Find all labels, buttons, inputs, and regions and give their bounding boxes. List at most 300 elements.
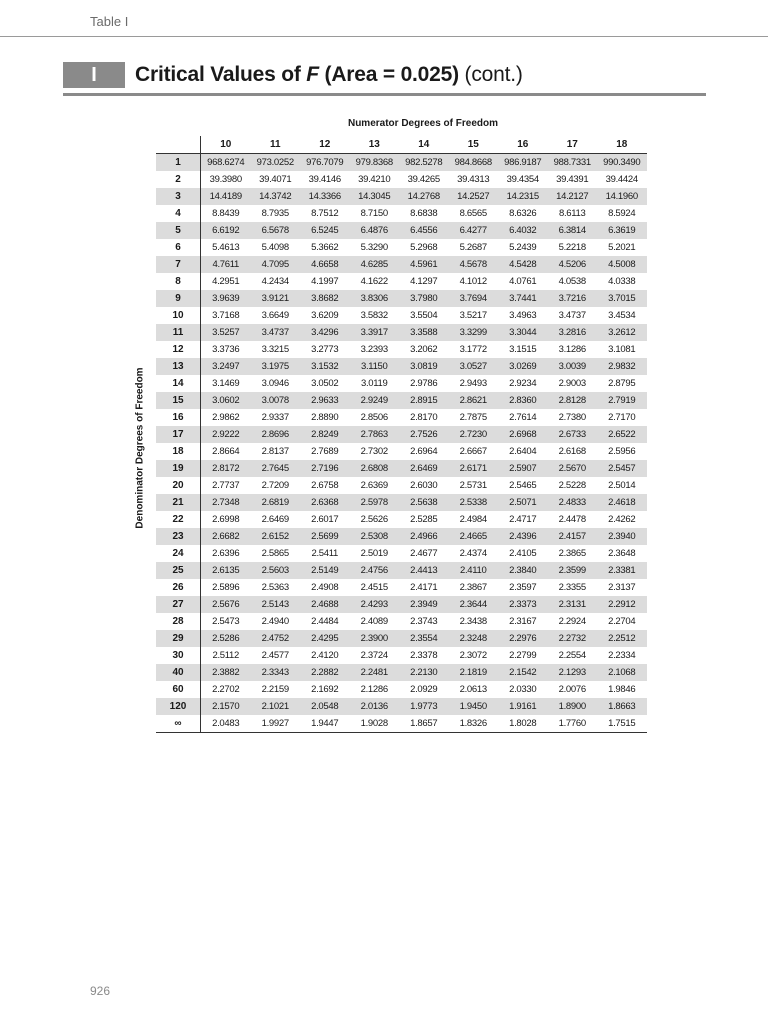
table-cell: 2.1692 <box>311 684 339 695</box>
table-cell: 2.6171 <box>449 460 499 477</box>
row-header: 4 <box>156 205 201 222</box>
corner-cell <box>156 136 201 154</box>
table-cell: 4.1622 <box>360 276 388 287</box>
table-cell: 2.2481 <box>350 664 400 681</box>
table-cell: 2.4293 <box>350 596 400 613</box>
table-cell: 2.4374 <box>459 548 487 559</box>
row-header: 60 <box>156 681 201 698</box>
table-cell: 984.8668 <box>449 154 499 172</box>
table-cell: 2.0076 <box>558 684 586 695</box>
row-header: 15 <box>156 392 201 409</box>
table-cell: 2.5112 <box>212 650 240 661</box>
table-cell: 2.7737 <box>212 480 240 491</box>
row-header: ∞ <box>156 715 201 733</box>
table-cell: 2.6733 <box>548 426 598 443</box>
row-header: 12 <box>156 341 201 358</box>
table-row <box>156 358 647 375</box>
table-cell: 2.4717 <box>509 514 537 525</box>
table-cell: 2.3378 <box>410 650 438 661</box>
table-cell: 4.5008 <box>597 256 647 273</box>
f-table <box>156 136 647 733</box>
table-cell: 2.4105 <box>509 548 537 559</box>
table-cell: 2.2732 <box>548 630 598 647</box>
table-cell: 2.8915 <box>399 392 449 409</box>
table-row <box>156 375 647 392</box>
table-cell: 2.6396 <box>212 548 240 559</box>
table-cell: 4.1997 <box>311 276 339 287</box>
table-row <box>156 715 647 733</box>
table-cell: 2.2924 <box>558 616 586 627</box>
table-cell: 14.4189 <box>201 188 251 205</box>
table-cell: 1.9927 <box>251 715 301 733</box>
table-row <box>156 613 647 630</box>
column-header: 17 <box>548 136 598 154</box>
table-cell: 2.5014 <box>608 480 636 491</box>
table-cell: 2.5457 <box>597 460 647 477</box>
table-cell: 2.6758 <box>311 480 339 491</box>
table-cell: 1.9773 <box>399 698 449 715</box>
table-cell: 2.7209 <box>261 480 289 491</box>
table-cell: 2.6030 <box>410 480 438 491</box>
table-cell: 2.9832 <box>597 358 647 375</box>
table-cell: 1.8900 <box>548 698 598 715</box>
table-cell: 3.3215 <box>261 344 289 355</box>
row-header: 29 <box>156 630 201 647</box>
table-cell: 2.8172 <box>201 460 251 477</box>
table-cell: 2.6017 <box>311 514 339 525</box>
table-cell: 3.1772 <box>459 344 487 355</box>
table-cell: 6.3814 <box>548 222 598 239</box>
title-block <box>63 60 706 98</box>
table-cell: 6.5678 <box>251 222 301 239</box>
table-cell: 5.4613 <box>212 242 240 253</box>
table-cell: 2.5286 <box>201 630 251 647</box>
table-cell: 4.1012 <box>459 276 487 287</box>
table-cell: 2.5285 <box>410 514 438 525</box>
table-cell: 8.6838 <box>410 208 438 219</box>
table-cell: 4.7095 <box>251 256 301 273</box>
table-cell: 2.3867 <box>459 582 487 593</box>
table-cell: 2.4984 <box>459 514 487 525</box>
table-cell: 3.3736 <box>212 344 240 355</box>
table-cell: 2.0483 <box>201 715 251 733</box>
page-number: 926 <box>90 984 111 998</box>
table-cell: 2.3599 <box>548 562 598 579</box>
table-cell: 2.8128 <box>548 392 598 409</box>
row-header: 7 <box>156 256 201 273</box>
row-header: 8 <box>156 273 201 290</box>
table-row <box>156 545 647 562</box>
table-cell: 3.4296 <box>300 324 350 341</box>
table-cell: 3.7216 <box>548 290 598 307</box>
table-cell: 2.3343 <box>251 664 301 681</box>
table-cell: 1.9846 <box>608 684 636 695</box>
table-cell: 5.2439 <box>509 242 537 253</box>
table-cell: 14.2315 <box>498 188 548 205</box>
table-cell: 2.3743 <box>410 616 438 627</box>
table-cell: 982.5278 <box>399 154 449 172</box>
table-cell: 39.4354 <box>506 174 539 185</box>
table-cell: 4.0761 <box>509 276 537 287</box>
table-cell: 2.6469 <box>261 514 289 525</box>
table-cell: 2.1542 <box>498 664 548 681</box>
table-cell: 2.2912 <box>597 596 647 613</box>
table-cell: 4.7611 <box>201 256 251 273</box>
table-cell: 2.5956 <box>608 446 636 457</box>
table-cell: 2.5896 <box>212 582 240 593</box>
table-cell: 1.9161 <box>498 698 548 715</box>
table-cell: 2.4120 <box>311 650 339 661</box>
table-cell: 2.4413 <box>399 562 449 579</box>
table-cell: 2.9786 <box>410 378 438 389</box>
table-cell: 3.7015 <box>597 290 647 307</box>
table-cell: 2.2159 <box>261 684 289 695</box>
table-cell: 3.3588 <box>399 324 449 341</box>
table-cell: 2.7230 <box>449 426 499 443</box>
table-cell: 2.3248 <box>449 630 499 647</box>
table-cell: 2.3882 <box>201 664 251 681</box>
table-cell: 2.4262 <box>608 514 636 525</box>
table-cell: 2.4833 <box>548 494 598 511</box>
row-header: 9 <box>156 290 201 307</box>
table-cell: 2.0613 <box>459 684 487 695</box>
table-row <box>156 460 647 477</box>
table-cell: 14.3366 <box>300 188 350 205</box>
table-row <box>156 681 647 698</box>
table-cell: 4.5428 <box>498 256 548 273</box>
table-cell: 3.2062 <box>410 344 438 355</box>
table-cell: 39.4071 <box>259 174 292 185</box>
table-cell: 3.2497 <box>201 358 251 375</box>
table-cell: 6.4277 <box>449 222 499 239</box>
table-cell: 2.4396 <box>498 528 548 545</box>
table-cell: 5.2218 <box>558 242 586 253</box>
table-row <box>156 477 647 494</box>
denominator-label: Denominator Degrees of Freedom <box>134 367 146 529</box>
table-cell: 3.4963 <box>509 310 537 321</box>
table-cell: 4.0538 <box>558 276 586 287</box>
table-row <box>156 596 647 613</box>
table-row <box>156 341 647 358</box>
table-cell: 2.1068 <box>597 664 647 681</box>
table-cell: 2.6522 <box>597 426 647 443</box>
table-cell: 2.7348 <box>201 494 251 511</box>
table-cell: 2.5363 <box>261 582 289 593</box>
table-row <box>156 528 647 545</box>
table-cell: 2.3137 <box>608 582 636 593</box>
table-row <box>156 511 647 528</box>
table-cell: 2.2976 <box>498 630 548 647</box>
table-cell: 2.8137 <box>261 446 289 457</box>
table-cell: 2.3840 <box>498 562 548 579</box>
table-row <box>156 392 647 409</box>
table-cell: 3.7694 <box>449 290 499 307</box>
table-cell: 6.3619 <box>597 222 647 239</box>
table-cell: 2.5731 <box>459 480 487 491</box>
table-cell: 2.3381 <box>597 562 647 579</box>
table-cell: 8.6565 <box>459 208 487 219</box>
table-cell: 3.3299 <box>449 324 499 341</box>
table-cell: 3.2773 <box>311 344 339 355</box>
table-cell: 2.8696 <box>251 426 301 443</box>
table-cell: 5.2687 <box>459 242 487 253</box>
table-cell: 1.8663 <box>597 698 647 715</box>
table-cell: 2.9222 <box>201 426 251 443</box>
table-cell: 2.4157 <box>548 528 598 545</box>
table-cell: 2.8664 <box>212 446 240 457</box>
table-row <box>156 324 647 341</box>
table-cell: 8.8439 <box>212 208 240 219</box>
table-cell: 2.3949 <box>399 596 449 613</box>
table-cell: 1.7760 <box>548 715 598 733</box>
table-row <box>156 307 647 324</box>
row-header: 6 <box>156 239 201 256</box>
table-cell: 5.3662 <box>311 242 339 253</box>
table-cell: 2.2799 <box>509 650 537 661</box>
table-cell: 2.2704 <box>608 616 636 627</box>
table-cell: 2.6819 <box>251 494 301 511</box>
table-cell: 2.2882 <box>300 664 350 681</box>
title-variable: F <box>306 63 319 86</box>
table-cell: 14.3045 <box>350 188 400 205</box>
table-cell: 2.7863 <box>350 426 400 443</box>
table-cell: 2.7526 <box>399 426 449 443</box>
table-cell: 2.5019 <box>360 548 388 559</box>
table-cell: 2.3072 <box>459 650 487 661</box>
table-row <box>156 494 647 511</box>
row-header: 10 <box>156 307 201 324</box>
table-cell: 973.0252 <box>251 154 301 172</box>
table-cell: 2.8249 <box>300 426 350 443</box>
table-cell: 4.1297 <box>410 276 438 287</box>
row-header: 3 <box>156 188 201 205</box>
table-cell: 5.4098 <box>261 242 289 253</box>
table-cell: 2.8795 <box>608 378 636 389</box>
table-cell: 4.6285 <box>350 256 400 273</box>
table-cell: 1.8028 <box>498 715 548 733</box>
row-header: 20 <box>156 477 201 494</box>
table-row <box>156 443 647 460</box>
table-cell: 2.7196 <box>300 460 350 477</box>
table-cell: 3.7980 <box>399 290 449 307</box>
table-cell: 8.6113 <box>558 208 586 219</box>
column-header: 16 <box>498 136 548 154</box>
row-header: 16 <box>156 409 201 426</box>
table-cell: 3.5832 <box>360 310 388 321</box>
table-cell: 3.2612 <box>597 324 647 341</box>
row-header: 25 <box>156 562 201 579</box>
table-cell: 3.1150 <box>350 358 400 375</box>
table-cell: 2.9234 <box>509 378 537 389</box>
table-cell: 6.5245 <box>300 222 350 239</box>
column-header: 14 <box>399 136 449 154</box>
table-row <box>156 154 647 172</box>
table-row <box>156 664 647 681</box>
table-cell: 3.0946 <box>261 378 289 389</box>
table-row <box>156 290 647 307</box>
table-cell: 2.1570 <box>201 698 251 715</box>
table-cell: 2.4110 <box>449 562 499 579</box>
table-cell: 2.6369 <box>360 480 388 491</box>
table-cell: 2.7614 <box>509 412 537 423</box>
table-cell: 2.9862 <box>212 412 240 423</box>
table-cell: 2.6964 <box>410 446 438 457</box>
table-cell: 2.1819 <box>449 664 499 681</box>
table-cell: 39.4210 <box>358 174 391 185</box>
table-cell: 2.9493 <box>459 378 487 389</box>
row-header: 14 <box>156 375 201 392</box>
table-cell: 2.8360 <box>498 392 548 409</box>
column-header: 10 <box>201 136 251 154</box>
table-cell: 2.7170 <box>608 412 636 423</box>
table-cell: 2.6667 <box>459 446 487 457</box>
table-cell: 2.3644 <box>449 596 499 613</box>
row-header: 28 <box>156 613 201 630</box>
table-cell: 1.9450 <box>449 698 499 715</box>
table-cell: 8.5924 <box>608 208 636 219</box>
table-row <box>156 647 647 664</box>
page-title <box>135 60 523 90</box>
table-cell: 986.9187 <box>498 154 548 172</box>
table-cell: 990.3490 <box>597 154 647 172</box>
row-header: 18 <box>156 443 201 460</box>
table-cell: 3.1469 <box>212 378 240 389</box>
row-header: 1 <box>156 154 201 172</box>
table-body <box>156 154 647 733</box>
table-cell: 14.2768 <box>399 188 449 205</box>
table-cell: 2.4908 <box>311 582 339 593</box>
row-header: 120 <box>156 698 201 715</box>
table-cell: 4.2434 <box>261 276 289 287</box>
table-cell: 4.5678 <box>449 256 499 273</box>
table-cell: 2.3554 <box>399 630 449 647</box>
table-cell: 2.3900 <box>350 630 400 647</box>
row-header: 21 <box>156 494 201 511</box>
table-cell: 3.4737 <box>251 324 301 341</box>
table-cell: 2.5865 <box>261 548 289 559</box>
row-header: 27 <box>156 596 201 613</box>
table-cell: 2.6998 <box>212 514 240 525</box>
row-header: 22 <box>156 511 201 528</box>
table-cell: 2.4484 <box>311 616 339 627</box>
table-cell: 2.5978 <box>350 494 400 511</box>
table-cell: 14.2527 <box>449 188 499 205</box>
table-cell: 39.3980 <box>209 174 242 185</box>
table-cell: 2.5149 <box>300 562 350 579</box>
table-cell: 3.8306 <box>350 290 400 307</box>
header-rule <box>0 36 768 37</box>
table-cell: 2.0136 <box>350 698 400 715</box>
table-row <box>156 171 647 188</box>
table-cell: 2.3373 <box>498 596 548 613</box>
table-cell: 2.7919 <box>597 392 647 409</box>
table-row <box>156 222 647 239</box>
table-cell: 6.6192 <box>201 222 251 239</box>
table-cell: 2.8506 <box>360 412 388 423</box>
row-header: 24 <box>156 545 201 562</box>
column-header: 13 <box>350 136 400 154</box>
table-cell: 2.7875 <box>459 412 487 423</box>
table-cell: 8.7935 <box>261 208 289 219</box>
table-cell: 3.1286 <box>558 344 586 355</box>
table-row <box>156 562 647 579</box>
table-cell: 39.4313 <box>457 174 490 185</box>
table-cell: 1.8657 <box>399 715 449 733</box>
table-cell: 3.0078 <box>251 392 301 409</box>
table-row <box>156 239 647 256</box>
table-cell: 2.3940 <box>597 528 647 545</box>
table-cell: 2.6152 <box>251 528 301 545</box>
title-suffix: (Area = 0.025) <box>318 63 459 86</box>
table-cell: 3.1532 <box>300 358 350 375</box>
row-header: 40 <box>156 664 201 681</box>
table-cell: 2.4515 <box>360 582 388 593</box>
table-cell: 2.9249 <box>350 392 400 409</box>
row-header: 17 <box>156 426 201 443</box>
table-cell: 14.1960 <box>597 188 647 205</box>
table-cell: 6.4556 <box>399 222 449 239</box>
table-cell: 3.3044 <box>498 324 548 341</box>
column-header: 11 <box>251 136 301 154</box>
table-cell: 2.5465 <box>509 480 537 491</box>
table-cell: 2.4618 <box>597 494 647 511</box>
table-cell: 2.4940 <box>261 616 289 627</box>
table-cell: 979.8368 <box>350 154 400 172</box>
table-cell: 2.9003 <box>558 378 586 389</box>
header-row <box>156 136 647 154</box>
table-cell: 2.4677 <box>410 548 438 559</box>
table-cell: 2.1286 <box>360 684 388 695</box>
table-cell: 2.4171 <box>410 582 438 593</box>
table-row <box>156 205 647 222</box>
table-cell: 3.8682 <box>300 290 350 307</box>
table-cell: 2.7689 <box>311 446 339 457</box>
table-cell: 2.4688 <box>300 596 350 613</box>
table-cell: 2.4752 <box>251 630 301 647</box>
table-cell: 2.6682 <box>201 528 251 545</box>
table-cell: 3.6209 <box>311 310 339 321</box>
table-cell: 976.7079 <box>300 154 350 172</box>
table-cell: 3.5504 <box>410 310 438 321</box>
table-cell: 988.7331 <box>548 154 598 172</box>
table-cell: 6.4032 <box>498 222 548 239</box>
column-header: 18 <box>597 136 647 154</box>
table-cell: 1.7515 <box>597 715 647 733</box>
row-header: 11 <box>156 324 201 341</box>
table-cell: 3.6649 <box>261 310 289 321</box>
table-cell: 3.0269 <box>498 358 548 375</box>
numerator-label: Numerator Degrees of Freedom <box>347 118 499 129</box>
table-cell: 2.0330 <box>509 684 537 695</box>
table-cell: 2.3355 <box>558 582 586 593</box>
table-row <box>156 426 647 443</box>
table-cell: 2.4295 <box>300 630 350 647</box>
table-cell: 2.5473 <box>212 616 240 627</box>
table-cell: 3.4737 <box>558 310 586 321</box>
table-cell: 5.2021 <box>608 242 636 253</box>
table-cell: 39.4265 <box>407 174 440 185</box>
table-cell: 3.3917 <box>350 324 400 341</box>
column-header: 15 <box>449 136 499 154</box>
table-cell: 2.2130 <box>399 664 449 681</box>
table-tab: I <box>63 62 125 88</box>
table-cell: 2.5071 <box>498 494 548 511</box>
table-cell: 6.4876 <box>350 222 400 239</box>
table-cell: 1.9447 <box>300 715 350 733</box>
row-header: 2 <box>156 171 201 188</box>
table-cell: 3.1975 <box>251 358 301 375</box>
table-cell: 2.4756 <box>350 562 400 579</box>
